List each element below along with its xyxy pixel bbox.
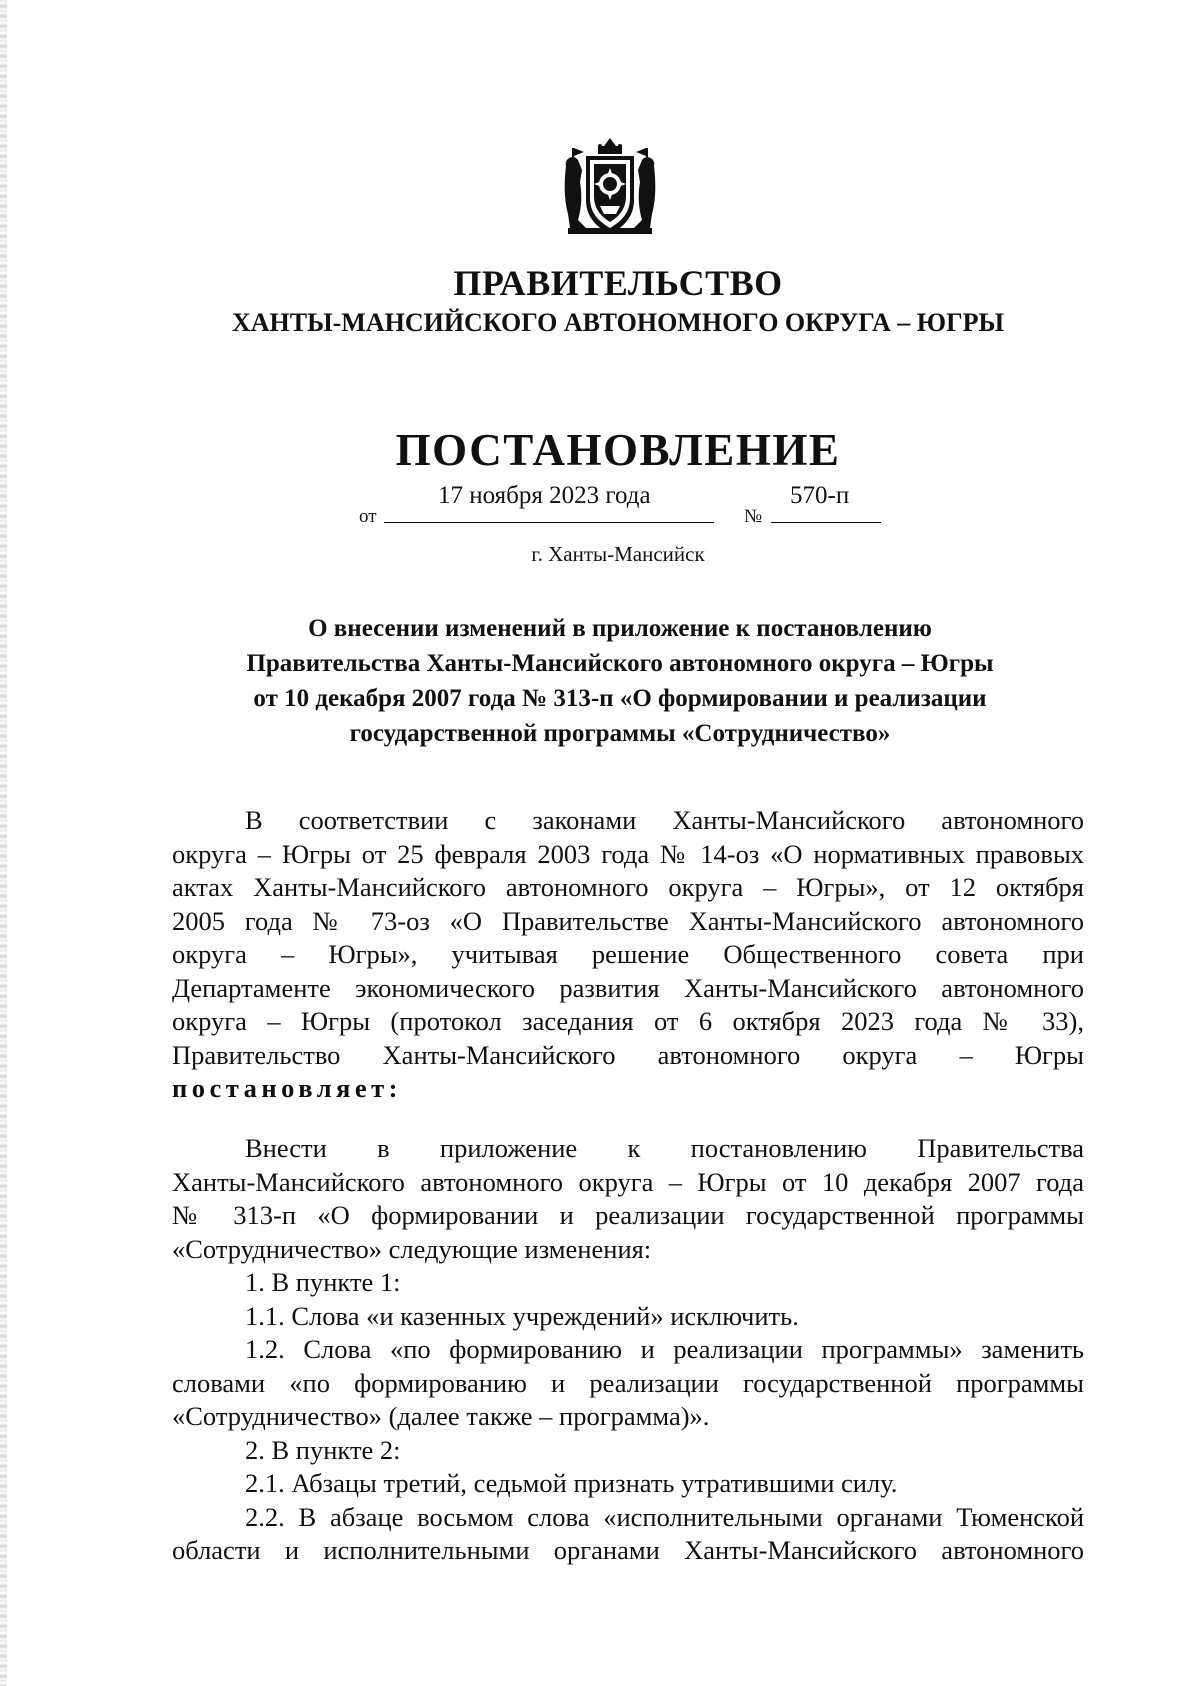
resolution-line: № 313-п «О формировании и реализации государственной программы xyxy=(172,1200,1084,1230)
city: г. Ханты-Мансийск xyxy=(531,542,705,566)
preamble-paragraph xyxy=(172,804,1084,1106)
preamble-line: Департаменте экономического развития Ханты-Мансийского автономного xyxy=(172,972,1084,1003)
coat-of-arms-icon xyxy=(560,138,660,238)
clause-1: 1. В пункте 1: xyxy=(245,1267,401,1297)
clause-2: 2. В пункте 2: xyxy=(245,1434,401,1465)
subject-line: государственной программы «Сотрудничество» xyxy=(349,720,891,747)
number-underline xyxy=(771,522,881,523)
scan-edge xyxy=(0,0,7,1686)
number-value: 570-п xyxy=(790,482,850,509)
preamble-line: округа – Югры от 25 февраля 2003 года № 14-оз «О нормативных правовых xyxy=(172,838,1084,869)
resolution-line: Внести в приложение к постановлению Правительства xyxy=(245,1133,1084,1163)
preamble-line: актах Ханты-Мансийского автономного округа – Югры», от 12 октября xyxy=(172,872,1084,902)
number-label: № xyxy=(744,506,763,527)
date-label: от xyxy=(359,506,377,527)
clause-2-1: 2.1. Абзацы третий, седьмой признать утратившими силу. xyxy=(245,1468,898,1498)
resolution-paragraph xyxy=(172,1132,1084,1568)
resolution-line: Ханты-Мансийского автономного округа – Югры от 10 декабря 2007 года xyxy=(172,1166,1084,1197)
preamble-line: округа – Югры (протокол заседания от 6 октября 2023 года № 33), xyxy=(172,1006,1084,1036)
preamble-line: 2005 года № 73-оз «О Правительстве Ханты-Мансийского автономного xyxy=(172,905,1084,936)
resolves-word: постановляет: xyxy=(172,1073,402,1103)
clause-1-1: 1.1. Слова «и казенных учреждений» исключить. xyxy=(245,1300,799,1331)
document-subject xyxy=(170,611,1070,751)
subject-line: Правительства Ханты-Мансийского автономного округа – Югры xyxy=(246,650,994,677)
clause-2-2: 2.2. В абзаце восьмом слова «исполнительными органами Тюменской xyxy=(245,1501,1084,1532)
date-number-line xyxy=(0,482,1200,527)
government-title: ПРАВИТЕЛЬСТВО xyxy=(453,263,783,303)
clause-1-2: 1.2. Слова «по формированию и реализации программы» заменить xyxy=(245,1334,1084,1364)
government-subtitle: ХАНТЫ-МАНСИЙСКОГО АВТОНОМНОГО ОКРУГА – ЮГРЫ xyxy=(231,308,1005,337)
document-type: ПОСТАНОВЛЕНИЕ xyxy=(395,425,841,475)
date-value: 17 ноября 2023 года xyxy=(438,482,651,509)
subject-line: О внесении изменений в приложение к постановлению xyxy=(308,615,932,642)
subject-line: от 10 декабря 2007 года № 313-п «О формировании и реализации xyxy=(253,685,987,712)
resolution-line: «Сотрудничество» следующие изменения: xyxy=(172,1233,652,1264)
preamble-line: Правительство Ханты-Мансийского автономного округа – Югры xyxy=(172,1039,1084,1070)
preamble-line: В соответствии с законами Ханты-Мансийского автономного xyxy=(245,805,1084,835)
resolution-line: «Сотрудничество» (далее также – программа)». xyxy=(172,1401,710,1431)
resolution-line: области и исполнительными органами Ханты-Мансийского автономного xyxy=(172,1535,1084,1565)
preamble-line: округа – Югры», учитывая решение Общественного совета при xyxy=(172,939,1084,969)
resolution-line: словами «по формированию и реализации государственной программы xyxy=(172,1367,1084,1398)
date-underline xyxy=(384,522,714,523)
